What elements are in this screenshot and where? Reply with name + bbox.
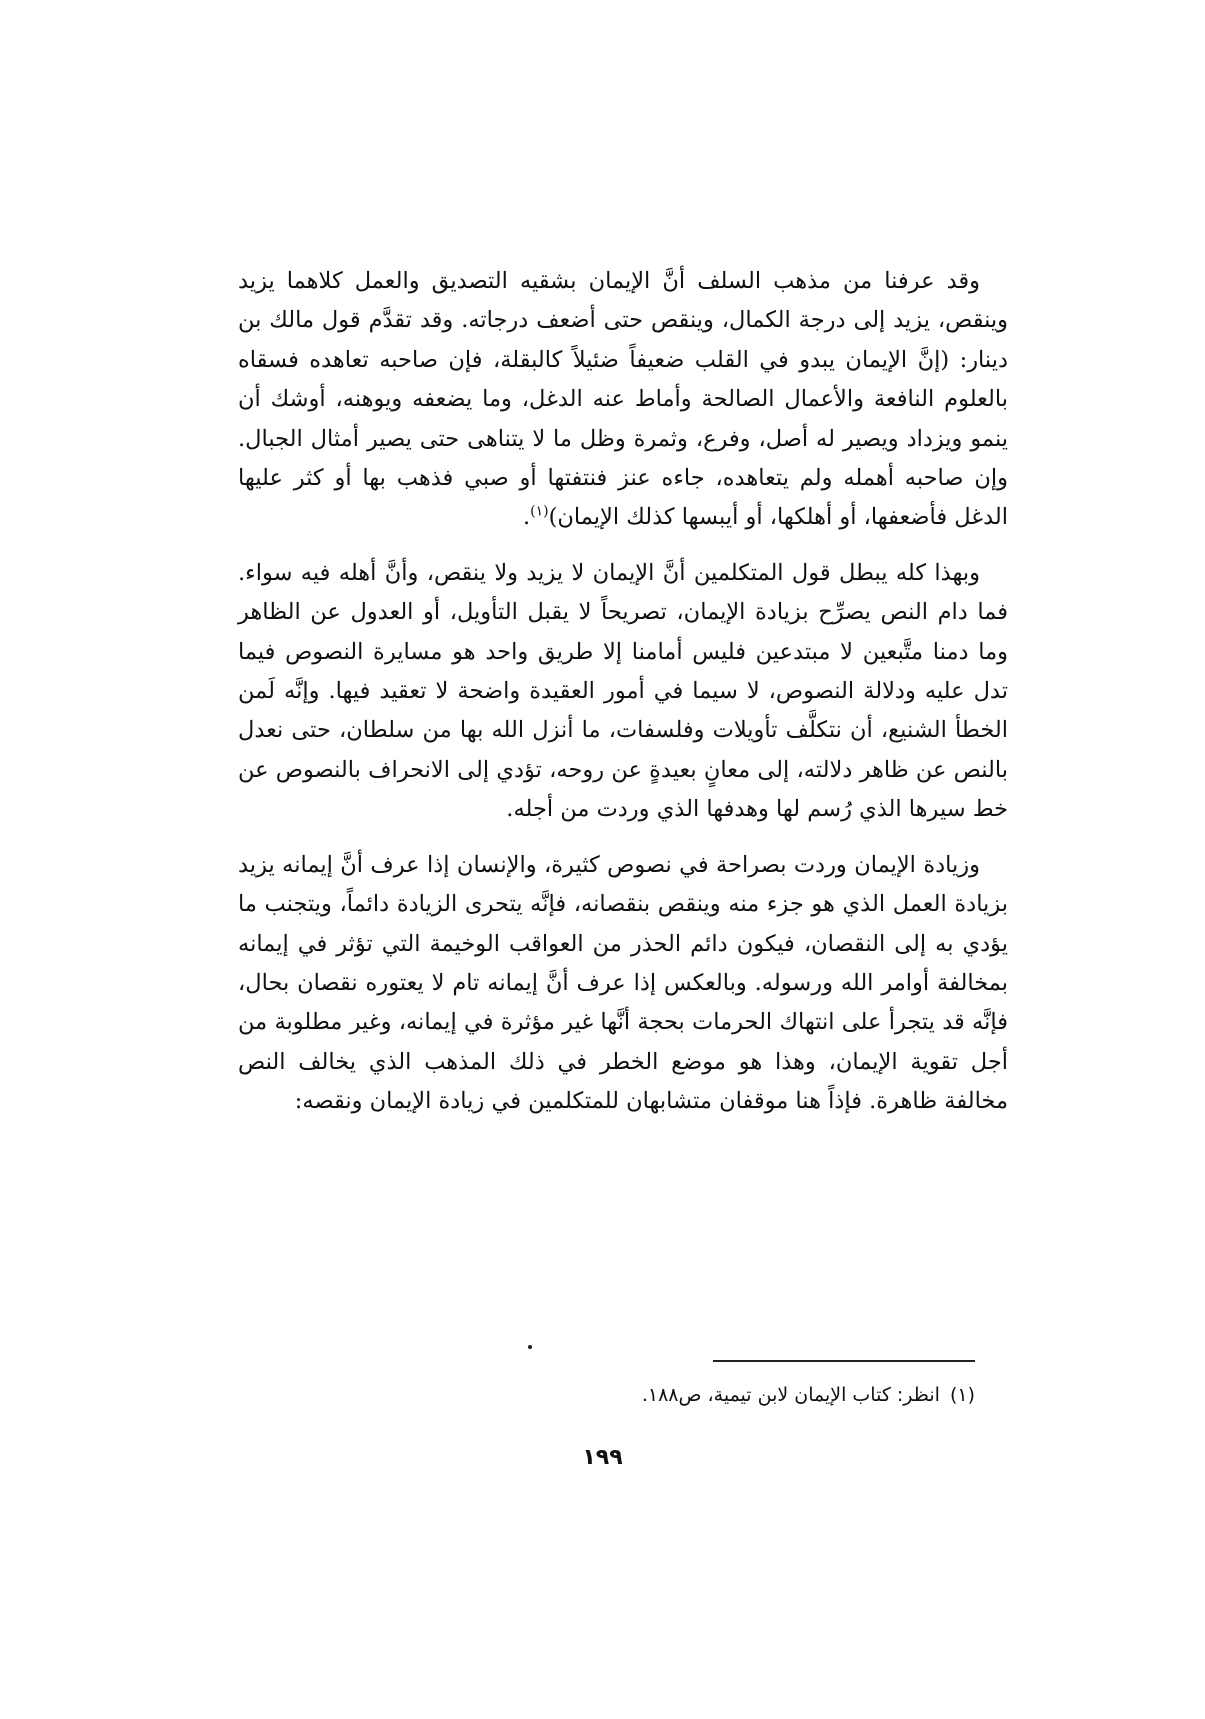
- paragraph-1-end: .: [522, 504, 531, 531]
- footnote: [642, 1381, 975, 1409]
- page-number: ١٩٩: [582, 1445, 623, 1470]
- footnote-marker: (١): [949, 1384, 975, 1406]
- paragraph-2: وبهذا كله يبطل قول المتكلمين أنَّ الإيمان لا يزيد ولا ينقص، وأنَّ أهله فيه سواء. فما دام النص يصرِّح بزيادة الإيمان، تصريحاً لا يقبل التأويل، أو العدول عن الظاهر وما دمنا متَّبعين لا مبتدعين فليس أمامنا إلا طريق واحد هو مسايرة النصوص فيما تدل عليه ودلالة النصوص، لا سيما في أمور العقيدة واضحة لا تعقيد فيها. وإنَّه لَمن الخطأ الشنيع، أن نتكلَّف تأويلات وفلسفات، ما أنزل الله بها من سلطان، حتى نعدل بالنص عن ظاهر دلالته، إلى معانٍ بعيدةٍ عن روحه، تؤدي إلى الانحراف بالنصوص عن خط سيرها الذي رُسم لها وهدفها الذي وردت من أجله.: [238, 559, 1008, 823]
- footnote-text: انظر: كتاب الإيمان لابن تيمية، ص١٨٨.: [641, 1384, 940, 1406]
- footnote-separator: [713, 1360, 975, 1362]
- footnote-reference: (١): [530, 503, 549, 520]
- paragraph-1: [238, 262, 1008, 538]
- main-text: [238, 262, 1008, 1138]
- paragraph-1-text: وقد عرفنا من مذهب السلف أنَّ الإيمان بشقيه التصديق والعمل كلاهما يزيد وينقص، يزيد إلى درجة الكمال، وينقص حتى أضعف درجاته. وقد تقدَّم قول مالك بن دينار: (إنَّ الإيمان يبدو في القلب ضعيفاً ضئيلاً كالبقلة، فإن صاحبه تعاهده فسقاه بالعلوم النافعة والأعمال الصالحة وأماط عنه الدغل، وما يضعفه ويوهنه، أوشك أن ينمو ويزداد ويصير له أصل، وفرع، وثمرة وظل ما لا يتناهى حتى يصير أمثال الجبال. وإن صاحبه أهمله ولم يتعاهده، جاءه عنز فنتفتها أو صبي فذهب بها أو كثر عليها الدغل فأضعفها، أو أهلكها، أو أيبسها كذلك الإيمان): [238, 268, 1008, 531]
- stray-dot: [528, 1345, 532, 1349]
- paragraph-3: وزيادة الإيمان وردت بصراحة في نصوص كثيرة، والإنسان إذا عرف أنَّ إيمانه يزيد بزيادة العمل الذي هو جزء منه وينقص بنقصانه، فإنَّه يتحرى الزيادة دائماً، ويتجنب ما يؤدي به إلى النقصان، فيكون دائم الحذر من العواقب الوخيمة التي تؤثر في إيمانه بمخالفة أوامر الله ورسوله. وبالعكس إذا عرف أنَّ إيمانه تام لا يعتوره نقصان بحال، فإنَّه قد يتجرأ على انتهاك الحرمات بحجة أنَّها غير مؤثرة في إيمانه، وغير مطلوبة من أجل تقوية الإيمان، وهذا هو موضع الخطر في ذلك المذهب الذي يخالف النص مخالفة ظاهرة. فإذاً هنا موقفان متشابهان للمتكلمين في زيادة الإيمان ونقصه:: [238, 851, 1008, 1115]
